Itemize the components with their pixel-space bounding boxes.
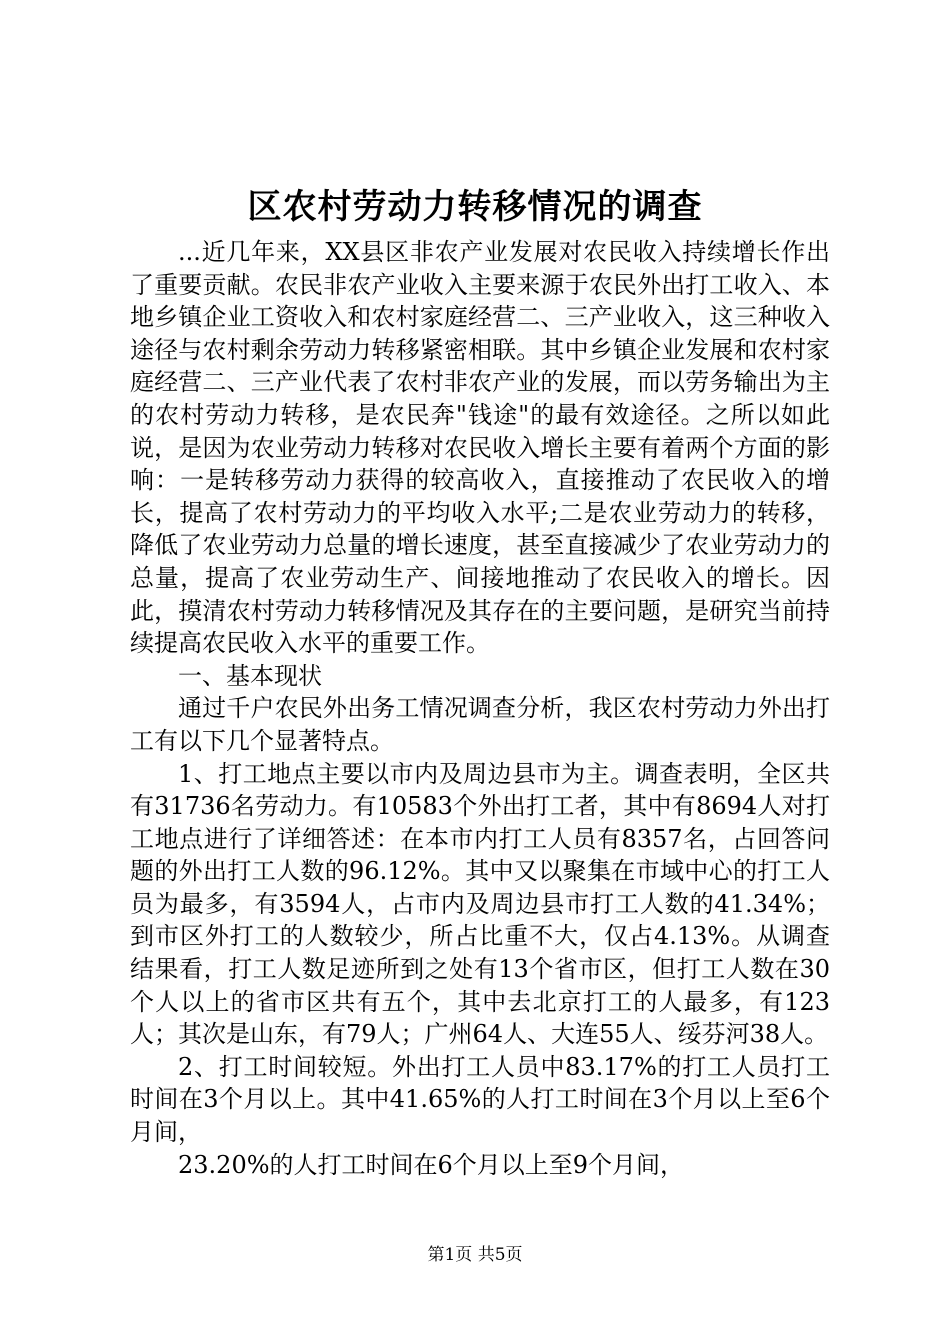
document-body — [130, 236, 830, 1181]
paragraph-intro: ...近几年来，XX县区非农产业发展对农民收入持续增长作出了重要贡献。农民非农产业收入主要来源于农民外出打工收入、本地乡镇企业工资收入和农村家庭经营二、三产业收入，这三种收入途径与农村剩余劳动力转移紧密相联。其中乡镇企业发展和农村家庭经营二、三产业代表了农村非农产业的发展，而以劳务输出为主的农村劳动力转移，是农民奔"钱途"的最有效途径。之所以如此说，是因为农业劳动力转移对农民收入增长主要有着两个方面的影响：一是转移劳动力获得的较高收入，直接推动了农民收入的增长，提高了农村劳动力的平均收入水平;二是农业劳动力的转移，降低了农业劳动力总量的增长速度，甚至直接减少了农业劳动力的总量，提高了农业劳动生产、间接地推动了农民收入的增长。因此，摸清农村劳动力转移情况及其存在的主要问题，是研究当前持续提高农民收入水平的重要工作。 — [130, 238, 830, 658]
section-heading: 一、基本现状 — [178, 661, 322, 690]
paragraph-point-2: 2、打工时间较短。外出打工人员中83.17%的打工人员打工时间在3个月以上。其中41.65%的人打工时间在3个月以上至6个月间， — [130, 1052, 830, 1147]
paragraph-survey: 通过千户农民外出务工情况调查分析，我区农村劳动力外出打工有以下几个显著特点。 — [130, 694, 830, 755]
paragraph-point-1: 1、打工地点主要以市内及周边县市为主。调查表明，全区共有31736名劳动力。有10583个外出打工者，其中有8694人对打工地点进行了详细答述：在本市内打工人员有8357名，占回答问题的外出打工人数的96.12%。其中又以聚集在市域中心的打工人员为最多，有3594人，占市内及周边县市打工人数的41.34%；到市区外打工的人数较少，所占比重不大，仅占4.13%。从调查结果看，打工人数足迹所到之处有13个省市区，但打工人数在30个人以上的省市区共有五个，其中去北京打工的人最多，有123人；其次是山东，有79人；广州64人、大连55人、绥芬河38人。 — [130, 759, 830, 1049]
page-footer: 第1页 共5页 — [427, 1245, 523, 1265]
paragraph-point-2-cont: 23.20%的人打工时间在6个月以上至9个月间， — [178, 1150, 685, 1179]
document-title: 区农村劳动力转移情况的调查 — [247, 187, 703, 227]
